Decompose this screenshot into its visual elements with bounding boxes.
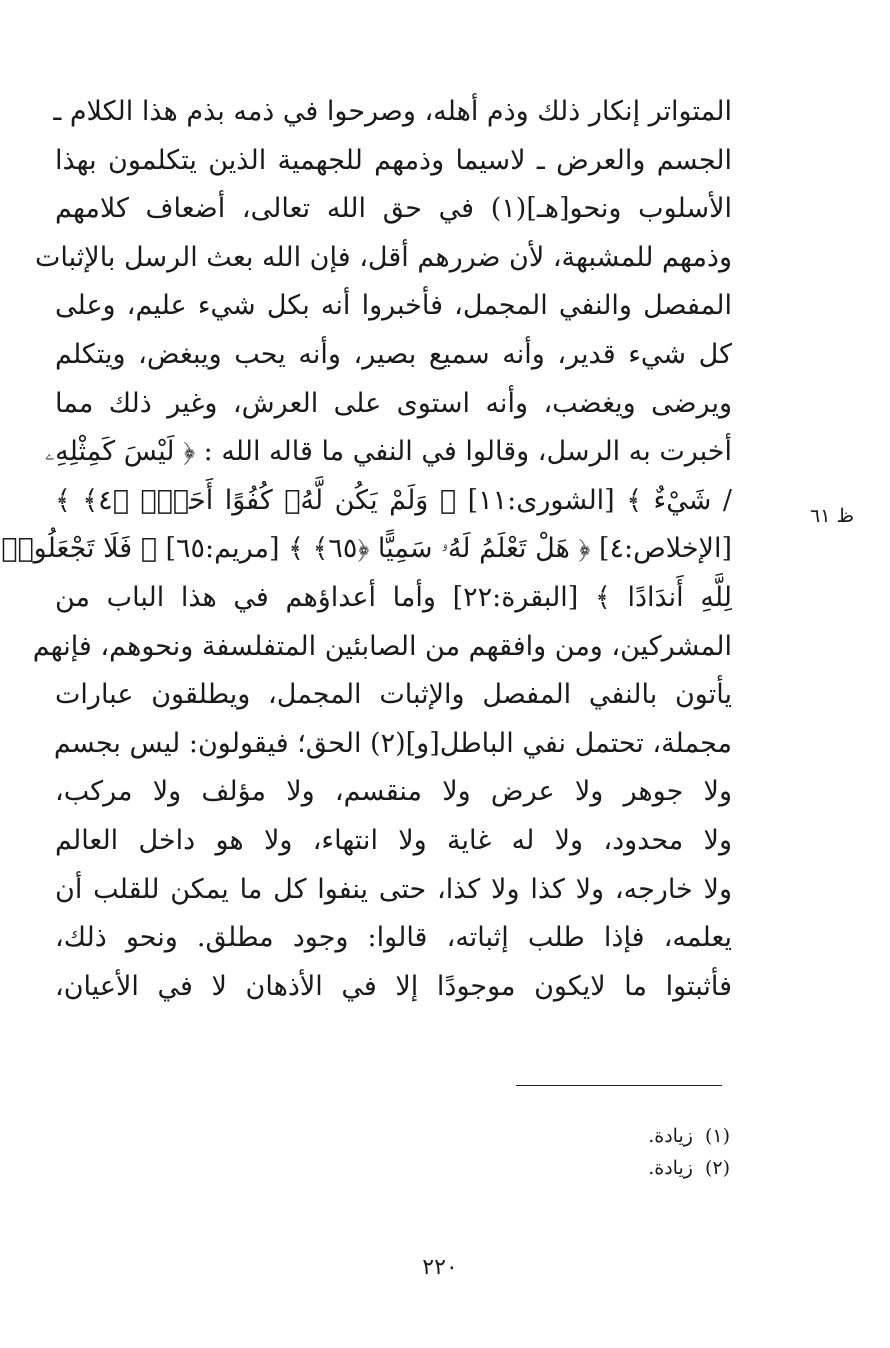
footnote-text: زيادة.: [648, 1125, 693, 1147]
text-line: أخبرت به الرسل، وقالوا في النفي ما قاله الله : ﴿ لَيْسَ كَمِثْلِهِۦ: [44, 436, 732, 468]
footnotes: [648, 1120, 730, 1184]
text-line: ولا محدود، ولا له غاية ولا انتهاء، ولا هو داخل العالم: [55, 824, 732, 856]
text-line: المتواتر إنكار ذلك وذم أهله، وصرحوا في ذمه بذم هذا الكلام ـ: [53, 96, 732, 127]
main-text-block: [1, 88, 732, 1011]
manuscript-margin-note: ظ ٦١: [810, 505, 855, 527]
text-line: [الإخلاص:٤] ﴿ هَلْ تَعْلَمُ لَهُۥ سَمِيًّا ﴿٦٥﴾ ﴾ [مريم:٦٥] ﴿ فَلَا تَجْعَلُوا۟: [1, 533, 732, 565]
text-line: الجسم والعرض ـ لاسيما وذمهم للجهمية الذين يتكلمون بهذا: [55, 144, 732, 176]
text-line: ولا جوهر ولا عرض ولا منقسم، ولا مؤلف ولا مركب،: [55, 776, 732, 808]
text-line: / شَيْءٌ ﴾ [الشورى:١١] ﴿ وَلَمْ يَكُن لَّهُۥ كُفُوًا أَحَدٌۢ ﴿٤﴾ ﴾: [55, 484, 732, 516]
footnote-number: (٢): [704, 1157, 730, 1179]
text-line: يعلمه، فإذا طلب إثباته، قالوا: وجود مطلق. ونحو ذلك،: [55, 922, 732, 954]
text-line: وذمهم للمشبهة، لأن ضررهم أقل، فإن الله بعث الرسل بالإثبات: [35, 241, 732, 273]
footnote-text: زيادة.: [648, 1157, 693, 1179]
text-line: كل شيء قدير، وأنه سميع بصير، وأنه يحب ويبغض، ويتكلم: [55, 338, 732, 370]
footnote-divider: [516, 1085, 722, 1086]
footnote-number: (١): [704, 1125, 730, 1147]
text-line: ويرضى ويغضب، وأنه استوى على العرش، وغير ذلك مما: [55, 387, 732, 419]
text-line: يأتون بالنفي المفصل والإثبات المجمل، ويطلقون عبارات: [55, 679, 732, 711]
page-number: ٢٢٠: [422, 1255, 458, 1280]
footnote-item: [648, 1120, 730, 1152]
text-line: مجملة، تحتمل نفي الباطل[و](٢) الحق؛ فيقولون: ليس بجسم: [53, 727, 732, 759]
text-line: فأثبتوا ما لايكون موجودًا إلا في الأذهان لا في الأعيان،: [55, 970, 732, 1002]
text-line: المفصل والنفي المجمل، فأخبروا أنه بكل شيء عليم، وعلى: [55, 290, 732, 322]
text-line: لِلَّهِ أَندَادًا ﴾ [البقرة:٢٢] وأما أعداؤهم في هذا الباب من: [55, 581, 732, 613]
text-line: الأسلوب ونحو[هـ](١) في حق الله تعالى، أضعاف كلامهم: [55, 193, 732, 225]
text-line: المشركين، ومن وافقهم من الصابئين المتفلسفة ونحوهم، فإنهم: [32, 630, 732, 662]
footnote-item: [648, 1152, 730, 1184]
text-line: ولا خارجه، ولا كذا ولا كذا، حتى ينفوا كل ما يمكن للقلب أن: [55, 873, 732, 905]
